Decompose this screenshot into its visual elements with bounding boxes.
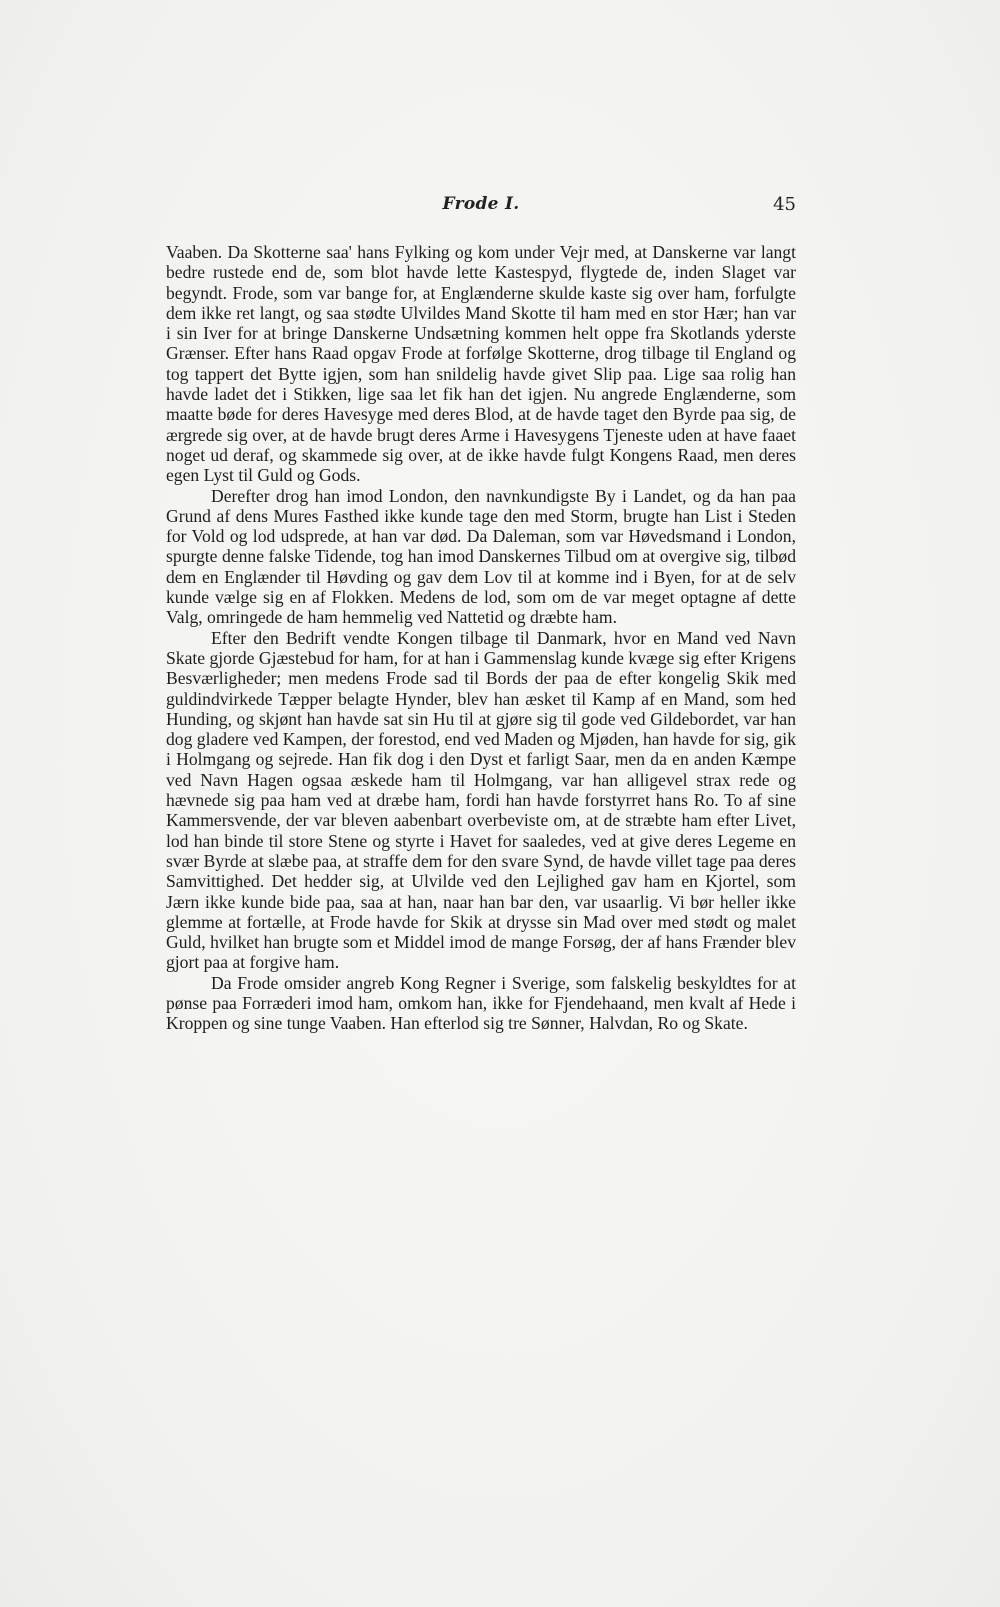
paragraph: Da Frode omsider angreb Kong Regner i Sverige, som falskelig beskyldtes for at pønse paa Forræderi imod ham, omkom han, ikke for Fjendehaand, men kvalt af Hede i Kroppen og sine tunge Vaaben. Han efterlod sig tre Sønner, Halvdan, Ro og Skate. — [166, 972, 796, 1034]
page-number: 45 — [773, 194, 796, 215]
running-title: Frode I. — [442, 194, 520, 214]
body-text — [166, 242, 796, 1034]
paragraph: Efter den Bedrift vendte Kongen tilbage til Danmark, hvor en Mand ved Navn Skate gjorde Gjæstebud for ham, for at han i Gammenslag kunde kvæge sig efter Krigens Besværligheder; men medens Frode sad til Bords der paa de efter kongelig Skik med guldindvirkede Tæpper belagte Hynder, blev han æsket til Kamp af en Mand, som hed Hunding, og skjønt han havde sat sin Hu til at gjøre sig til gode ved Gildebordet, var han dog gladere ved Kampen, der forestod, end ved Maden og Mjøden, han havde for sig, gik i Holmgang og sejrede. Han fik dog i den Dyst et farligt Saar, men da en anden Kæmpe ved Navn Hagen ogsaa æskede ham til Holmgang, var han alligevel strax rede og hævnede sig paa ham ved at dræbe ham, fordi han havde forstyrret hans Ro. To af sine Kammersvende, der var bleven aabenbart overbeviste om, at de stræbte ham efter Livet, lod han binde til store Stene og styrte i Havet for saaledes, ved at give deres Legeme en svær Byrde at slæbe paa, at straffe dem for den svare Synd, de havde villet tage paa deres Samvittighed. Det hedder sig, at Ulvilde ved den Lejlighed gav ham en Kjortel, som Jærn ikke kunde bide paa, saa at han, naar han bar den, var usaarlig. Vi bør heller ikke glemme at fortælle, at Frode havde for Skik at drysse sin Mad over med stødt og malet Guld, hvilket han brugte som et Middel imod de mange Forsøg, der af hans Frænder blev gjort paa at forgive ham. — [166, 627, 796, 973]
page-header — [166, 190, 796, 220]
paragraph: Derefter drog han imod London, den navnkundigste By i Landet, og da han paa Grund af dens Mures Fasthed ikke kunde tage den med Storm, brugte han List i Steden for Vold og lod udsprede, at han var død. Da Daleman, som var Høvedsmand i London, spurgte denne falske Tidende, tog han imod Danskernes Tilbud om at overgive sig, tilbød dem en Englænder til Høvding og gav dem Lov til at komme ind i Byen, for at de selv kunde vælge sig en af Flokken. Medens de lod, som om de var meget optagne af dette Valg, omringede de ham hemmelig ved Nattetid og dræbte ham. — [166, 485, 796, 628]
paragraph: Vaaben. Da Skotterne saa' hans Fylking og kom under Vejr med, at Danskerne var langt bedre rustede end de, som blot havde lette Kastespyd, flygtede de, inden Slaget var begyndt. Frode, som var bange for, at Englænderne skulde kaste sig over ham, forfulgte dem ikke ret langt, og saa stødte Ulvildes Mand Skotte til ham med en stor Hær; han var i sin Iver for at bringe Danskerne Undsætning kommen helt oppe fra Skotlands yderste Grænser. Efter hans Raad opgav Frode at forfølge Skotterne, drog tilbage til England og tog tappert det Bytte igjen, som han snildelig havde givet Slip paa. Lige saa rolig han havde ladet det i Stikken, lige saa let fik han det igjen. Nu angrede Englænderne, som maatte bøde for deres Havesyge med deres Blod, at de havde taget den Byrde paa sig, de ærgrede sig over, at de havde brugt deres Arme i Havesygens Tjeneste uden at have faaet noget ud deraf, og skammede sig over, at de ikke havde fulgt Kongens Raad, men deres egen Lyst til Guld og Gods. — [166, 242, 796, 486]
